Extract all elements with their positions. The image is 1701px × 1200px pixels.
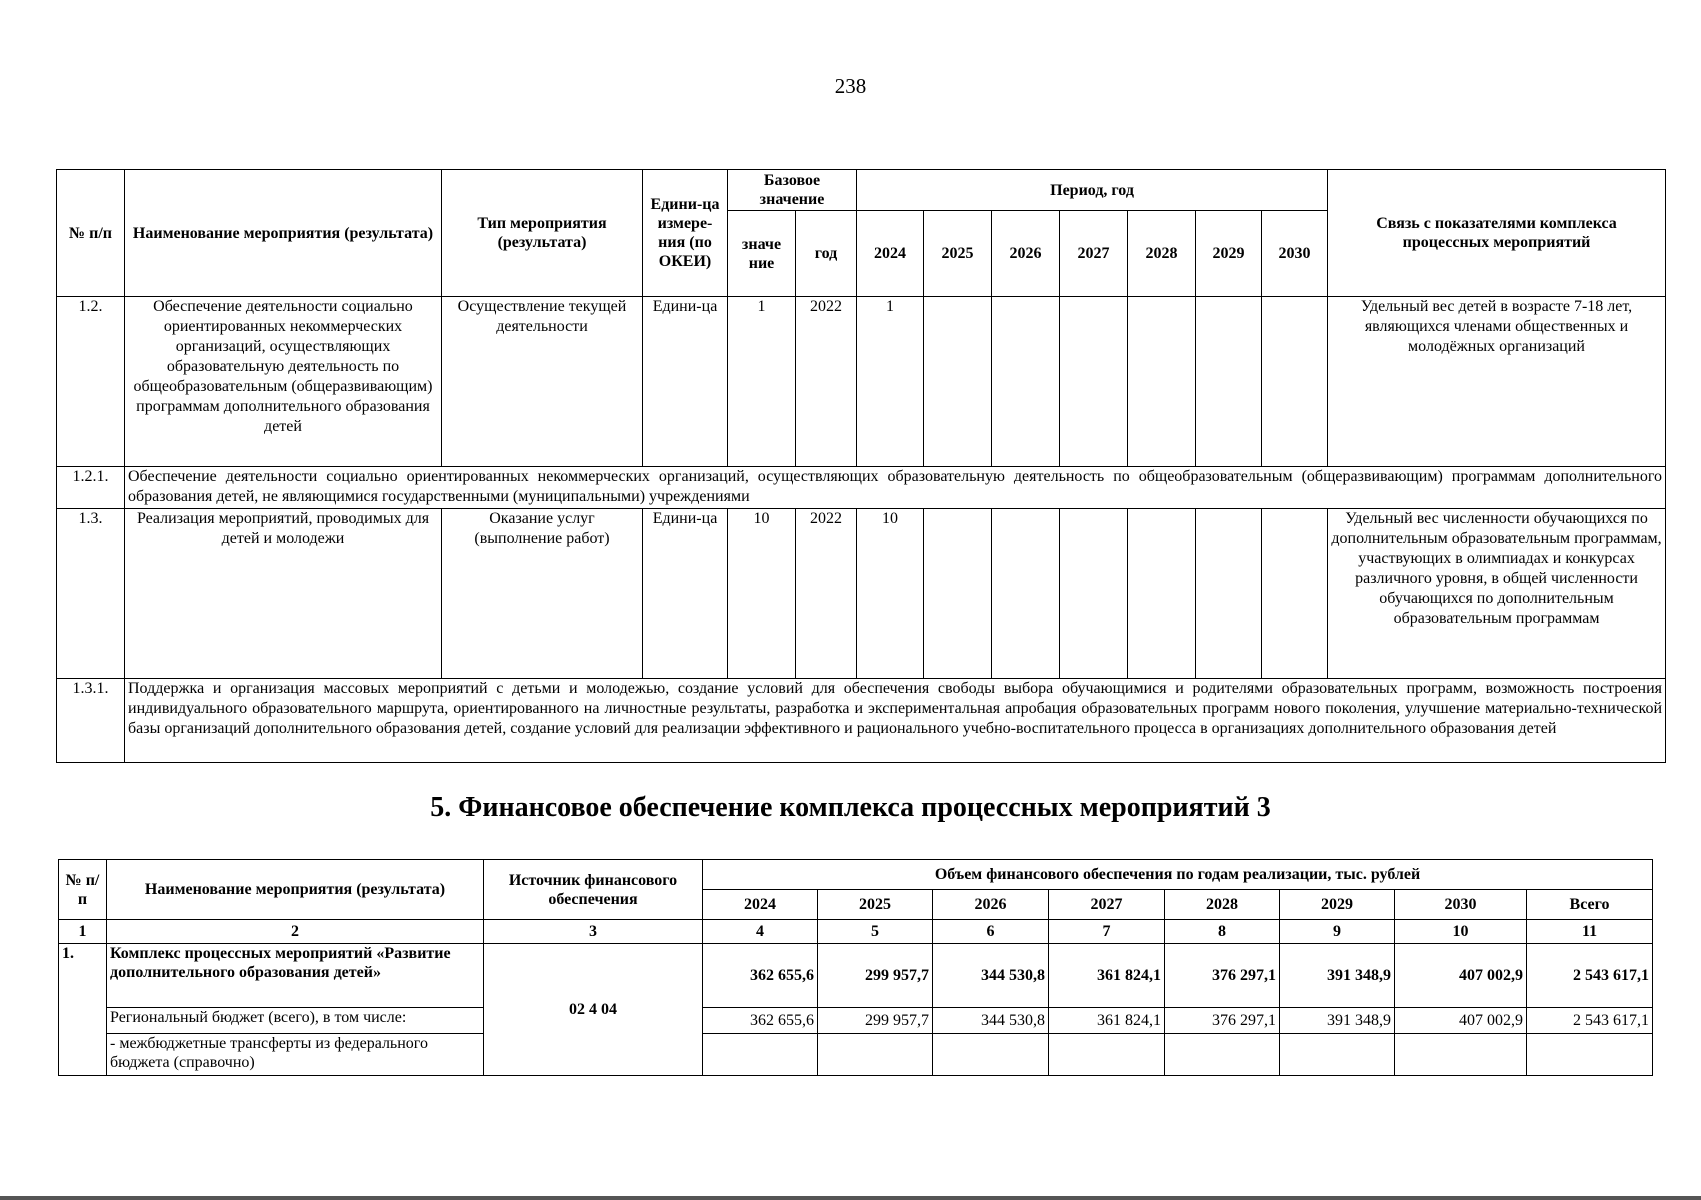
base-value: 1 <box>728 297 796 467</box>
value-2030 <box>1262 297 1328 467</box>
amount-2026 <box>933 1034 1049 1076</box>
column-number: 6 <box>933 920 1049 944</box>
amount-total: 2 543 617,1 <box>1527 944 1653 1008</box>
header-year: 2027 <box>1049 890 1165 920</box>
table-row <box>57 297 1666 467</box>
value-2025 <box>924 509 992 679</box>
amount-2025: 299 957,7 <box>818 944 933 1008</box>
header-year: 2028 <box>1165 890 1280 920</box>
header-year: 2026 <box>933 890 1049 920</box>
value-2027 <box>1060 509 1128 679</box>
column-number: 4 <box>703 920 818 944</box>
indicator-link: Удельный вес детей в возрасте 7-18 лет, являющихся членами общественных и молодёжных организаций <box>1328 297 1666 467</box>
header-base: Базовое значение <box>728 170 857 211</box>
amount-2027: 361 824,1 <box>1049 944 1165 1008</box>
complex-name: Комплекс процессных мероприятий «Развитие дополнительного образования детей» <box>107 944 484 1008</box>
row-number: 1. <box>59 944 107 1076</box>
header-year: 2027 <box>1060 211 1128 297</box>
amount-2024 <box>703 1034 818 1076</box>
measure-type: Осуществление текущей деятельности <box>442 297 643 467</box>
sub-measure-text: Обеспечение деятельности социально ориентированных некоммерческих организаций, осуществляющих образовательную деятельность по общеобразовательным (общеразвивающим) программам дополнительного образования детей, не являющимися государственными (муниципальными) учреждениями <box>125 467 1666 509</box>
amount-2025 <box>818 1034 933 1076</box>
row-number: 1.3. <box>57 509 125 679</box>
section-title: 5. Финансовое обеспечение комплекса процессных мероприятий 3 <box>430 792 1271 823</box>
header-year: 2024 <box>857 211 924 297</box>
measures-table <box>56 169 1666 763</box>
financing-table <box>58 859 1653 1076</box>
measure-name: Реализация мероприятий, проводимых для детей и молодежи <box>125 509 442 679</box>
table-row <box>59 1034 1653 1076</box>
amount-2030: 407 002,9 <box>1395 944 1527 1008</box>
header-source: Источник финансового обеспечения <box>484 860 703 920</box>
value-2026 <box>992 509 1060 679</box>
budget-name: Региональный бюджет (всего), в том числе: <box>107 1008 484 1034</box>
amount-2024: 362 655,6 <box>703 1008 818 1034</box>
value-2026 <box>992 297 1060 467</box>
header-total: Всего <box>1527 890 1653 920</box>
indicator-link: Удельный вес численности обучающихся по дополнительным образовательным программам, участвующих в олимпиадах и конкурсах различного уровня, в общей численности обучающихся по дополнительным образовательным программам <box>1328 509 1666 679</box>
column-number: 9 <box>1280 920 1395 944</box>
header-no: № п/п <box>57 170 125 297</box>
unit: Едини-ца <box>643 509 728 679</box>
column-number: 1 <box>59 920 107 944</box>
page-number: 238 <box>834 74 867 98</box>
table-row <box>59 1008 1653 1034</box>
header-year: 2026 <box>992 211 1060 297</box>
header-year: 2025 <box>818 890 933 920</box>
column-number: 5 <box>818 920 933 944</box>
header-base-value: значе ние <box>728 211 796 297</box>
column-number-row <box>59 920 1653 944</box>
measure-name: Обеспечение деятельности социально ориентированных некоммерческих организаций, осуществляющих образовательную деятельность по общеобразовательным (общеразвивающим) программам дополнительного образования детей <box>125 297 442 467</box>
base-value: 10 <box>728 509 796 679</box>
header-year: 2029 <box>1196 211 1262 297</box>
header-no: № п/п <box>59 860 107 920</box>
header-link: Связь с показателями комплекса процессных мероприятий <box>1328 170 1666 297</box>
header-year: 2030 <box>1262 211 1328 297</box>
column-number: 2 <box>107 920 484 944</box>
table-row <box>57 509 1666 679</box>
amount-2028: 376 297,1 <box>1165 1008 1280 1034</box>
row-number: 1.2. <box>57 297 125 467</box>
base-year: 2022 <box>796 297 857 467</box>
funding-source: 02 4 04 <box>484 944 703 1076</box>
amount-2029 <box>1280 1034 1395 1076</box>
header-base-year: год <box>796 211 857 297</box>
header-volume: Объем финансового обеспечения по годам реализации, тыс. рублей <box>703 860 1653 890</box>
amount-2029: 391 348,9 <box>1280 1008 1395 1034</box>
header-period: Период, год <box>857 170 1328 211</box>
header-year: 2029 <box>1280 890 1395 920</box>
row-number: 1.3.1. <box>57 679 125 763</box>
table-row <box>57 467 1666 509</box>
value-2030 <box>1262 509 1328 679</box>
table-row <box>57 679 1666 763</box>
amount-2027: 361 824,1 <box>1049 1008 1165 1034</box>
amount-2026: 344 530,8 <box>933 1008 1049 1034</box>
amount-2027 <box>1049 1034 1165 1076</box>
value-2029 <box>1196 509 1262 679</box>
unit: Едини-ца <box>643 297 728 467</box>
header-year: 2024 <box>703 890 818 920</box>
amount-2029: 391 348,9 <box>1280 944 1395 1008</box>
column-number: 10 <box>1395 920 1527 944</box>
amount-2025: 299 957,7 <box>818 1008 933 1034</box>
scan-edge-line <box>0 1196 1701 1200</box>
column-number: 7 <box>1049 920 1165 944</box>
value-2028 <box>1128 297 1196 467</box>
amount-total: 2 543 617,1 <box>1527 1008 1653 1034</box>
value-2029 <box>1196 297 1262 467</box>
value-2028 <box>1128 509 1196 679</box>
column-number: 8 <box>1165 920 1280 944</box>
value-2024: 10 <box>857 509 924 679</box>
header-year: 2025 <box>924 211 992 297</box>
measure-type: Оказание услуг (выполнение работ) <box>442 509 643 679</box>
value-2027 <box>1060 297 1128 467</box>
header-type: Тип мероприятия (результата) <box>442 170 643 297</box>
value-2025 <box>924 297 992 467</box>
amount-2024: 362 655,6 <box>703 944 818 1008</box>
amount-2026: 344 530,8 <box>933 944 1049 1008</box>
amount-2028 <box>1165 1034 1280 1076</box>
amount-total <box>1527 1034 1653 1076</box>
base-year: 2022 <box>796 509 857 679</box>
table-row <box>59 944 1653 1008</box>
header-year: 2028 <box>1128 211 1196 297</box>
value-2024: 1 <box>857 297 924 467</box>
column-number: 3 <box>484 920 703 944</box>
row-number: 1.2.1. <box>57 467 125 509</box>
amount-2030: 407 002,9 <box>1395 1008 1527 1034</box>
amount-2028: 376 297,1 <box>1165 944 1280 1008</box>
header-year: 2030 <box>1395 890 1527 920</box>
header-name: Наименование мероприятия (результата) <box>107 860 484 920</box>
header-name: Наименование мероприятия (результата) <box>125 170 442 297</box>
column-number: 11 <box>1527 920 1653 944</box>
sub-measure-text: Поддержка и организация массовых мероприятий с детьми и молодежью, создание условий для обеспечения свободы выбора обучающимися и родителями образовательных программ, возможность построения индивидуального образовательного маршрута, ориентированного на личностные результаты, разработка и экспериментальная апробация образовательных программ нового поколения, улучшение материально-технической базы организаций дополнительного образования детей, создание условий для реализации эффективного и рационального учебно-воспитательного процесса в организациях дополнительного образования детей <box>125 679 1666 763</box>
amount-2030 <box>1395 1034 1527 1076</box>
budget-name: - межбюджетные трансферты из федерального бюджета (справочно) <box>107 1034 484 1076</box>
header-unit: Едини-ца измере-ния (по ОКЕИ) <box>643 170 728 297</box>
